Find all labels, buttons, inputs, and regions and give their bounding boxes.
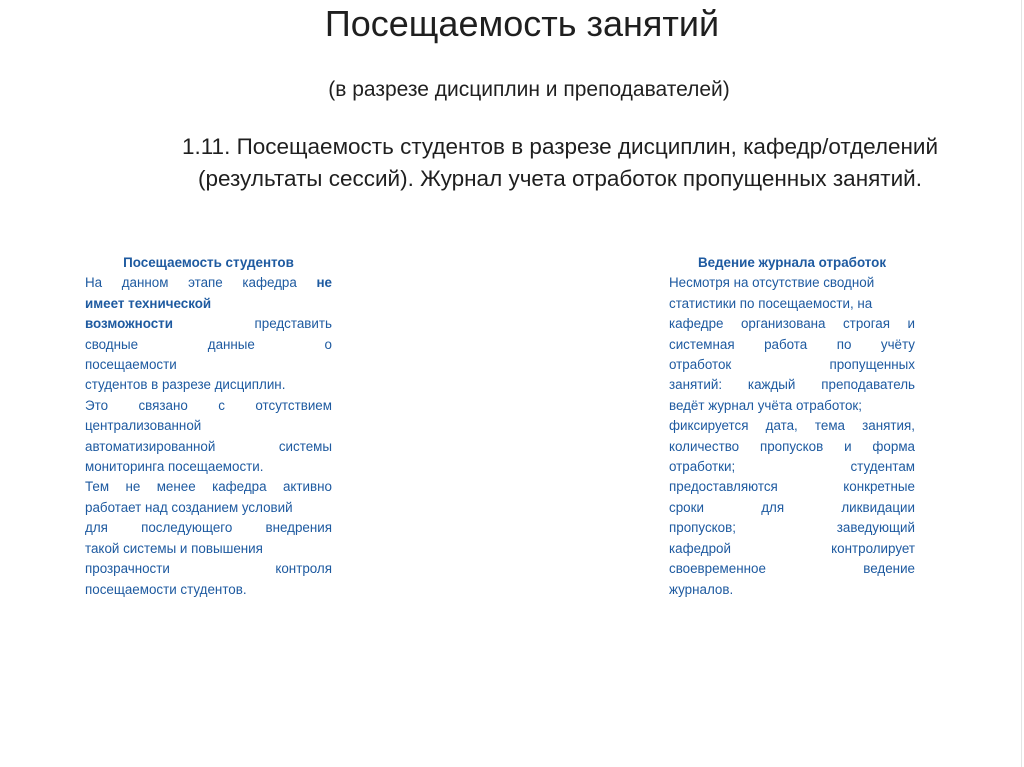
text-word: этапе [188,275,223,291]
slide-subtitle: (в разрезе дисциплин и преподавателей) [328,78,730,101]
text-line [669,355,915,375]
text-line [669,375,915,395]
text-word: о [324,336,332,352]
text-line [85,437,332,457]
text-line [85,396,332,416]
text-line [669,314,915,334]
text-line [669,477,915,497]
text-word: не [316,275,332,291]
text-word: пропусков [759,438,824,454]
text-word: системы [278,438,332,454]
text-word: Это [85,397,109,413]
text-word: На [85,275,103,291]
text-word: кафедра [212,479,267,495]
text-word: отсутствием [255,397,332,413]
text-word: по [836,336,852,352]
text-word: своевременное [669,561,766,577]
right-column-title: Ведение журнала отработок [697,255,887,270]
text-word: посещаемости студентов. [85,581,247,597]
text-word: кафедрой [669,540,731,556]
text-word: строгая [842,316,890,332]
section-heading-line-2: (результаты сессий). Журнал учета отработок пропущенных занятий. [197,166,923,191]
text-word: такой системы и повышения [85,540,263,556]
text-word: менее [156,479,196,495]
text-word: заведующий [836,520,915,536]
text-line [85,539,332,559]
text-line [669,457,915,477]
text-word: занятия, [862,418,915,434]
text-word: фиксируется [669,418,749,434]
text-word: форма [872,438,915,454]
text-word: предоставляются [669,479,778,495]
text-line [85,498,332,518]
text-word: работа [764,336,808,352]
text-line [669,518,915,538]
text-line [669,559,915,579]
text-line [85,518,332,538]
text-word: учёту [880,336,915,352]
text-word: преподаватель [821,377,915,393]
text-word: активно [282,479,332,495]
text-word: контроля [275,561,332,577]
right-column-body [669,273,915,600]
text-line [85,477,332,497]
text-word: системная [669,336,735,352]
text-word: не [125,479,141,495]
text-word: ведение [863,561,915,577]
text-word: Тем [85,479,110,495]
text-word: ликвидации [841,499,915,515]
text-word: статистики по посещаемости, на [669,295,873,311]
text-word: возможности [85,316,173,332]
text-line [85,457,332,477]
text-line [85,375,332,395]
text-line [85,314,332,334]
text-line [669,437,915,457]
text-word: работает над созданием условий [85,499,293,515]
text-word: имеет технической [85,295,212,311]
text-word: для [85,520,108,536]
text-word: внедрения [265,520,332,536]
text-line [669,273,915,293]
text-word: кафедре [669,316,724,332]
text-word: для [761,499,785,515]
text-word: и [907,316,915,332]
text-line [669,580,915,600]
text-word: отработок [669,357,732,373]
slide-title: Посещаемость занятий [324,3,720,44]
text-word: кафедра [242,275,297,291]
text-word: последующего [141,520,233,536]
text-word: пропусков; [669,520,736,536]
text-line [669,539,915,559]
text-word: журналов. [669,581,734,597]
text-word: связано [138,397,188,413]
text-word: с [218,397,225,413]
text-word: контролирует [831,540,915,556]
text-word: и [844,438,852,454]
text-word: представить [254,316,332,332]
text-word: дата, [765,418,798,434]
text-word: прозрачности [85,561,170,577]
text-line [669,294,915,314]
section-heading [90,131,1024,195]
left-column-body [85,273,332,600]
text-line [85,416,332,436]
text-line [85,335,332,355]
text-line [669,498,915,518]
text-word: тема [814,418,845,434]
text-word: ведёт журнал учёта отработок; [669,397,862,413]
text-word: отработки; [669,459,736,475]
left-column [85,253,332,600]
text-word: мониторинга посещаемости. [85,459,264,475]
text-word: сроки [669,499,704,515]
text-line [85,273,332,293]
section-heading-line-1: 1.11. Посещаемость студентов в разрезе дисциплин, кафедр/отделений [181,134,939,159]
slide-border [1021,0,1022,767]
text-word: каждый [747,377,796,393]
text-word: централизованной [85,418,202,434]
text-word: автоматизированной [85,438,216,454]
text-line [85,559,332,579]
text-line [85,294,332,314]
text-word: Несмотря на отсутствие сводной [669,275,875,291]
text-line [669,396,915,416]
text-word: организована [740,316,826,332]
text-word: занятий: [669,377,723,393]
text-word: данном [121,275,169,291]
text-word: конкретные [843,479,915,495]
text-line [85,580,332,600]
text-word: сводные [85,336,139,352]
left-column-title: Посещаемость студентов [123,255,294,270]
right-column [669,253,915,600]
text-line [669,416,915,436]
text-word: пропущенных [829,357,915,373]
text-word: студентов в разрезе дисциплин. [85,377,286,393]
text-word: посещаемости [85,357,177,373]
text-word: студентам [850,459,915,475]
text-word: количество [669,438,740,454]
text-line [669,335,915,355]
text-line [85,355,332,375]
text-word: данные [207,336,255,352]
